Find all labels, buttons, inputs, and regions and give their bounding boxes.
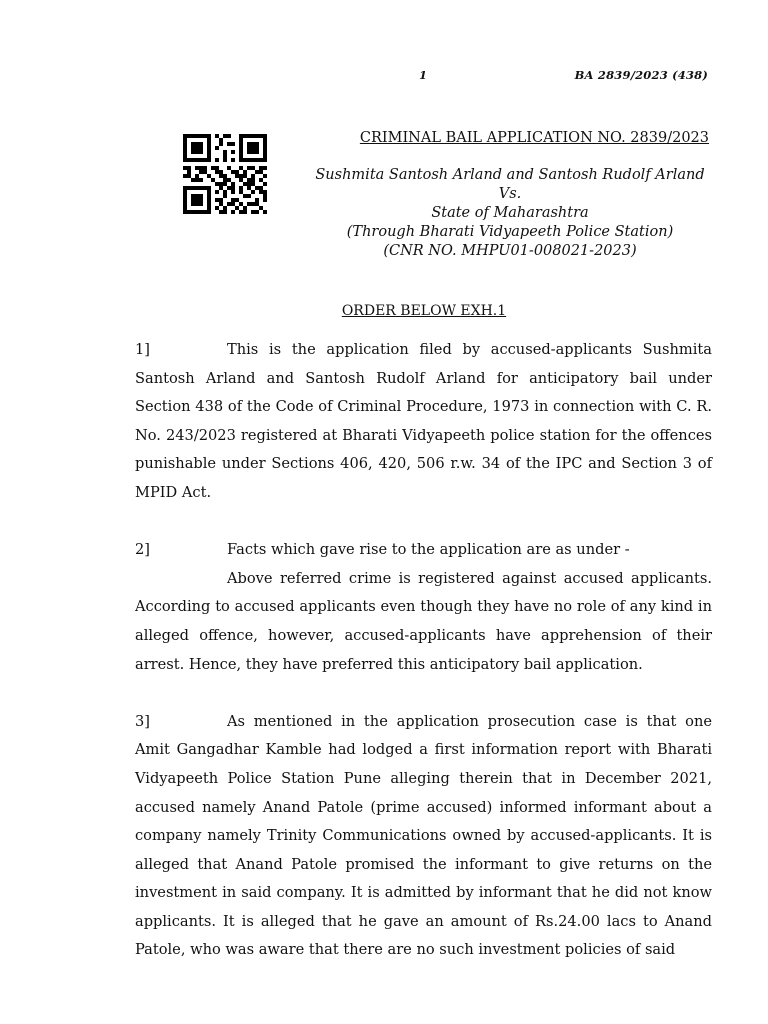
paragraph-spacer xyxy=(135,508,712,537)
paragraph-1 xyxy=(135,336,712,508)
paragraph-text: As mentioned in the application prosecution case is that one Amit Gangadhar Kamble had lodged a first information report with Bharati Vidyapeeth Police Station Pune alleging therein that in December 2021, accused namely Anand Patole (prime accused) informed informant about a company namely Trinity Communications owned by accused-applicants. It is alleged that Anand Patole promised the informant to give returns on the investment in said company. It is admitted by informant that he did not know applicants. It is alleged that he gave an amount of Rs.24.00 lacs to Anand Patole, who was aware that there are no such investment policies of said xyxy=(135,712,712,959)
paragraph-3 xyxy=(135,708,712,965)
paragraph-spacer xyxy=(135,679,712,708)
paragraph-number: 3] xyxy=(135,712,150,730)
order-heading: ORDER BELOW EXH.1 xyxy=(341,303,507,319)
paragraph-number: 1] xyxy=(135,341,150,358)
page-number: 1 xyxy=(419,68,428,82)
paragraph-number: 2] xyxy=(135,541,150,559)
case-reference: BA 2839/2023 (438) xyxy=(574,68,708,82)
applicants-names: Sushmita Santosh Arland and Santosh Rudolf Arland xyxy=(315,167,705,183)
respondent-name: State of Maharashtra xyxy=(431,205,589,221)
paragraph-text: Above referred crime is registered against accused applicants. According to accused applicants even though they have no role of any kind in alleged offence, however, accused-applicants have apprehension of their arrest. Hence, they have preferred this anticipatory bail application. xyxy=(135,569,712,673)
paragraph-2-continuation xyxy=(135,565,712,679)
cnr-number: (CNR NO. MHPU01-008021-2023) xyxy=(383,243,637,259)
police-station-line: (Through Bharati Vidyapeeth Police Station) xyxy=(346,224,674,240)
order-body xyxy=(135,336,712,965)
page-header xyxy=(0,68,768,86)
versus-label: Vs. xyxy=(498,186,522,202)
paragraph-text: Facts which gave rise to the application are as under - xyxy=(227,541,630,559)
paragraph-text: This is the application filed by accused-applicants Sushmita Santosh Arland and Santosh Rudolf Arland for anticipatory bail under Section 438 of the Code of Criminal Procedure, 1973 in connection with C. R. No. 243/2023 registered at Bharati Vidyapeeth police station for the offences punishable under Sections 406, 420, 506 r.w. 34 of the IPC and Section 3 of MPID Act. xyxy=(135,341,712,501)
qr-code-icon xyxy=(183,134,267,214)
paragraph-2 xyxy=(135,536,712,565)
case-caption xyxy=(310,128,710,261)
case-title: CRIMINAL BAIL APPLICATION NO. 2839/2023 xyxy=(359,130,709,146)
